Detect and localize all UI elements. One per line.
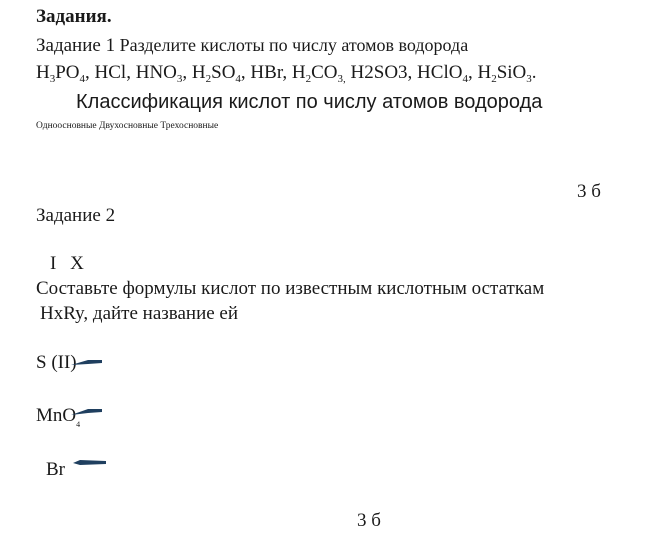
formula-text: , bbox=[126, 62, 136, 83]
formula-subscript: 4 bbox=[235, 73, 241, 85]
formula-subscript: 3 bbox=[526, 73, 532, 85]
formula-text: H bbox=[291, 62, 306, 83]
formula-subscript: 3 bbox=[49, 73, 56, 85]
page-title: Задания. bbox=[36, 6, 112, 27]
formula-text: , bbox=[240, 62, 251, 83]
acid-formula bbox=[417, 62, 477, 83]
formula-subscript: 3 bbox=[176, 73, 183, 85]
arrow-icon bbox=[70, 404, 104, 420]
task1-score: 3 б bbox=[577, 181, 601, 202]
formula-text: HBr bbox=[250, 62, 283, 83]
arrow-icon bbox=[70, 356, 104, 370]
residue-permanganate-sub: 4 bbox=[76, 420, 81, 429]
formula-text: HClO bbox=[417, 62, 463, 83]
task2-score: 3 б bbox=[357, 510, 381, 531]
formula-text: . bbox=[531, 62, 537, 83]
task2-label: Задание 2 bbox=[36, 205, 116, 226]
task2-instruction-line1: Составьте формулы кислот по известным кислотным остаткам bbox=[36, 278, 545, 299]
formula-subscript: 3, bbox=[337, 73, 346, 85]
acid-formula bbox=[192, 62, 251, 83]
formula-text: , bbox=[467, 62, 478, 83]
formula-subscript: 2 bbox=[305, 73, 312, 85]
task1-header bbox=[36, 35, 468, 57]
formula-text: PO bbox=[55, 62, 80, 83]
residue-bromine: Br bbox=[46, 459, 65, 480]
roman-numeral-label: I X bbox=[50, 253, 84, 274]
formula-text: , bbox=[85, 62, 95, 83]
formula-text: , bbox=[282, 62, 292, 83]
acid-formula bbox=[250, 62, 291, 83]
task1-instruction: Разделите кислоты по числу атомов водорода bbox=[115, 35, 469, 55]
formula-text: H bbox=[36, 62, 50, 83]
acid-formula bbox=[36, 62, 95, 83]
formula-subscript: 4 bbox=[462, 73, 468, 85]
acid-formula bbox=[477, 62, 536, 83]
formula-subscript: 4 bbox=[79, 73, 86, 85]
task2-instruction-line2: HxRy, дайте название ей bbox=[40, 303, 239, 324]
arrow-icon bbox=[72, 457, 108, 469]
residue-permanganate-main: MnO bbox=[36, 405, 77, 426]
formula-text: HNO bbox=[135, 62, 177, 83]
acid-formula bbox=[136, 62, 192, 83]
formula-text: HCl bbox=[94, 62, 127, 83]
formula-subscript: 2 bbox=[491, 73, 497, 85]
acid-formula bbox=[95, 62, 136, 83]
formula-text: H bbox=[191, 62, 206, 83]
acid-formula-list bbox=[36, 62, 537, 84]
classification-categories: Одноосновные Двухосновные Трехосновные bbox=[36, 121, 219, 131]
formula-text: CO bbox=[311, 62, 338, 83]
task1-label: Задание 1 bbox=[36, 35, 116, 56]
classification-heading: Классификация кислот по числу атомов водорода bbox=[76, 91, 543, 113]
residue-sulfur: S (II) bbox=[36, 352, 77, 373]
formula-subscript: 2 bbox=[205, 73, 212, 85]
formula-text: , bbox=[182, 62, 192, 83]
formula-text: H2SO3 bbox=[350, 62, 408, 83]
formula-text: , bbox=[407, 62, 418, 83]
acid-formula bbox=[292, 62, 351, 83]
formula-text: SiO bbox=[496, 62, 527, 83]
formula-text: SO bbox=[211, 62, 236, 83]
acid-formula bbox=[351, 62, 418, 83]
formula-text: H bbox=[477, 62, 492, 83]
